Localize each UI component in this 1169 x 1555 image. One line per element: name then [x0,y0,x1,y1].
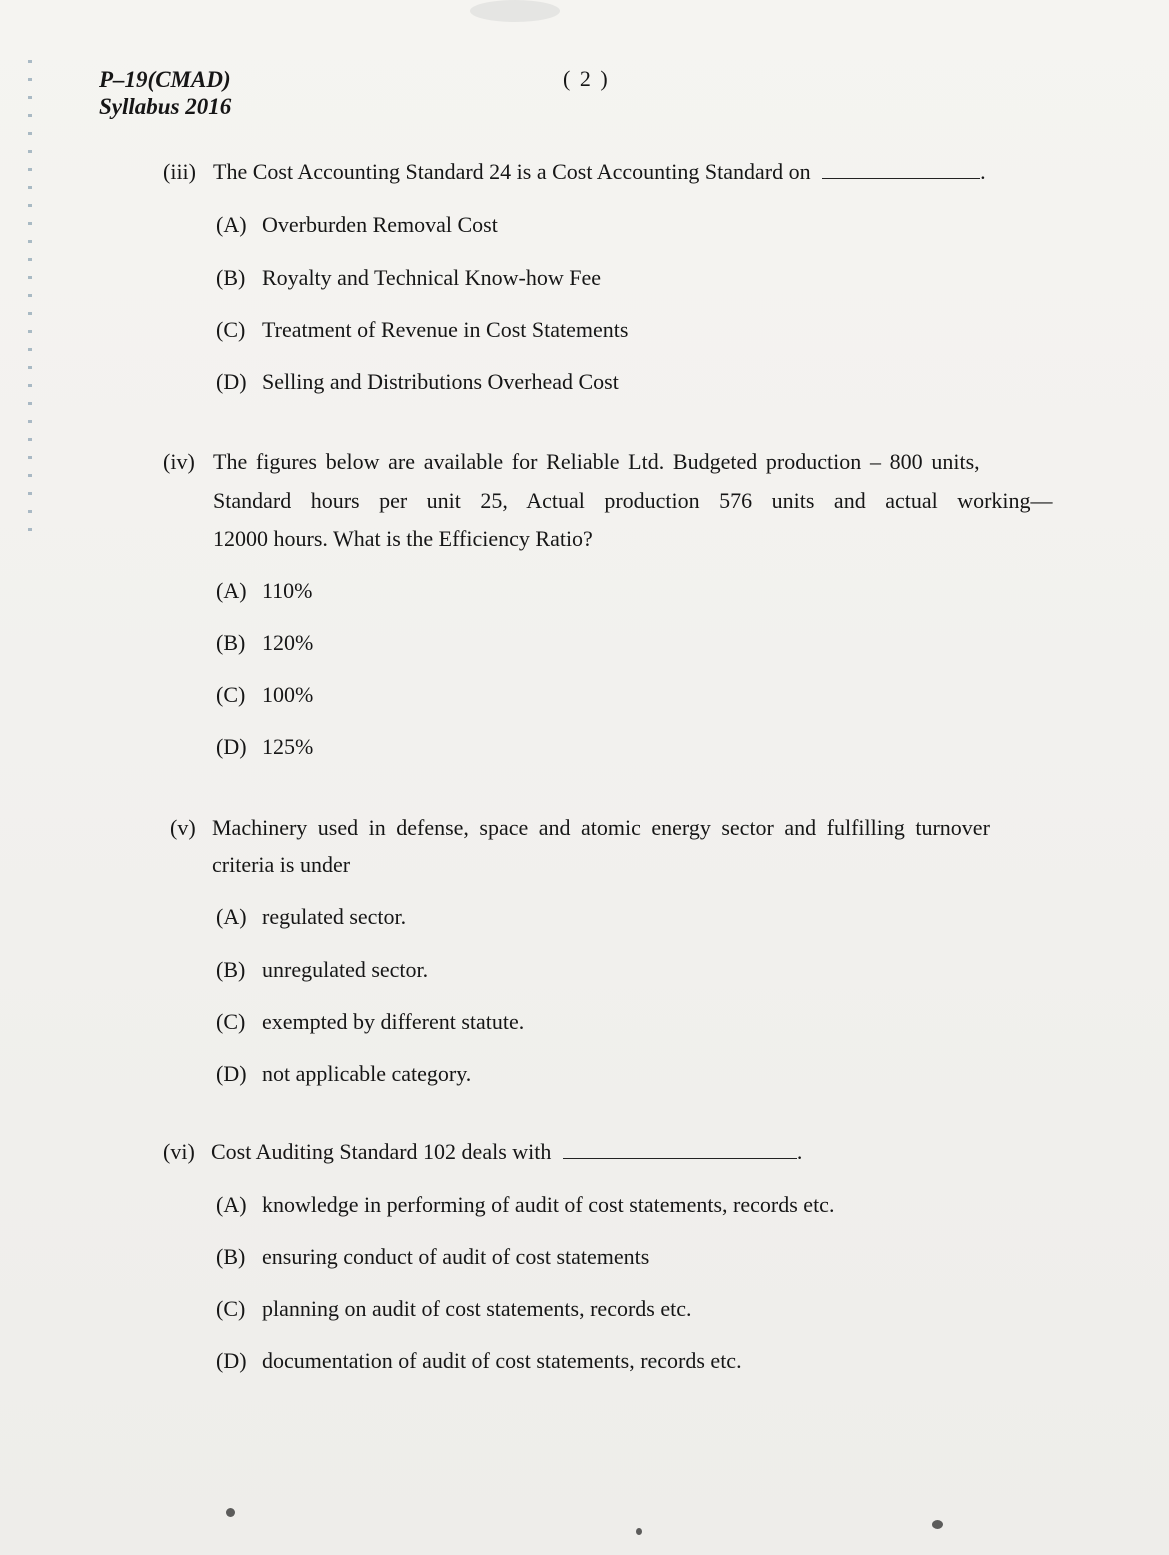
option-label: (B) [216,265,246,290]
option-label: (B) [216,957,246,982]
question-iv-line-1 [213,450,980,474]
option-b [216,958,428,982]
scan-speck [932,1520,943,1529]
answer-blank [563,1140,797,1159]
question-v-line-2 [212,853,350,877]
option-c [216,318,628,342]
question-text: Cost Auditing Standard 102 deals with [211,1139,552,1164]
question-text: The figures below are available for Reliable Ltd. Budgeted production – 800 units, [213,449,980,474]
option-label: (D) [216,369,247,394]
option-label: (D) [216,734,247,759]
option-text: ensuring conduct of audit of cost statements [262,1244,650,1269]
option-c [216,1297,692,1321]
option-b [216,1245,649,1269]
paper-code: P–19(CMAD) [99,67,231,92]
scan-speck [636,1528,642,1535]
question-text: 12000 hours. What is the Efficiency Ratio? [213,526,593,551]
question-text: Machinery used in defense, space and atomic energy sector and fulfilling turnover [212,815,990,840]
option-label: (D) [216,1348,247,1373]
option-label: (A) [216,212,247,237]
option-text: planning on audit of cost statements, records etc. [262,1296,692,1321]
option-text: unregulated sector. [262,957,429,982]
page-number: ( 2 ) [563,66,610,91]
option-label: (A) [216,1192,247,1217]
question-iv-line-2 [213,489,1053,513]
question-number: (iii) [163,159,196,184]
option-b [216,631,313,655]
option-text: 100% [262,682,314,707]
option-text: 120% [262,630,314,655]
option-text: Treatment of Revenue in Cost Statements [262,317,629,342]
question-text: criteria is under [212,852,351,877]
option-a [216,213,498,237]
question-iii [163,160,986,184]
option-d [216,1062,471,1086]
option-text: Royalty and Technical Know-how Fee [262,265,601,290]
option-a [216,579,313,603]
option-label: (A) [216,904,247,929]
option-text: knowledge in performing of audit of cost statements, records etc. [262,1192,835,1217]
option-a [216,905,406,929]
question-end: . [796,1139,803,1164]
syllabus-year: Syllabus 2016 [99,94,232,119]
option-d [216,1349,742,1373]
question-text: Standard hours per unit 25, Actual production 576 units and actual working— [213,488,1053,513]
option-text: regulated sector. [262,904,407,929]
option-text: Selling and Distributions Overhead Cost [262,369,619,394]
option-label: (C) [216,682,246,707]
option-label: (C) [216,317,246,342]
binding-holes [24,60,38,540]
question-iv-line-3 [213,527,593,551]
option-label: (C) [216,1009,246,1034]
answer-blank [822,160,980,179]
paper-header [99,66,231,120]
option-label: (D) [216,1061,247,1086]
question-v-line-1 [212,816,990,840]
option-a [216,1193,834,1217]
option-text: Overburden Removal Cost [262,212,498,237]
question-vi [163,1140,802,1164]
question-iv [163,450,195,474]
option-c [216,683,313,707]
question-number: (iv) [163,449,195,474]
option-text: exempted by different statute. [262,1009,525,1034]
option-text: 110% [262,578,313,603]
question-number: (vi) [163,1139,195,1164]
scan-speck [226,1508,235,1517]
question-end: . [980,159,986,184]
question-text: The Cost Accounting Standard 24 is a Cost Accounting Standard on [213,159,811,184]
option-c [216,1010,524,1034]
option-text: not applicable category. [262,1061,472,1086]
question-v [170,816,196,840]
option-b [216,266,601,290]
option-label: (A) [216,578,247,603]
paper-smudge [470,0,560,22]
option-d [216,370,619,394]
option-label: (C) [216,1296,246,1321]
option-text: 125% [262,734,314,759]
question-number: (v) [170,815,196,840]
option-text: documentation of audit of cost statements, records etc. [262,1348,742,1373]
option-label: (B) [216,630,246,655]
option-d [216,735,313,759]
option-label: (B) [216,1244,246,1269]
